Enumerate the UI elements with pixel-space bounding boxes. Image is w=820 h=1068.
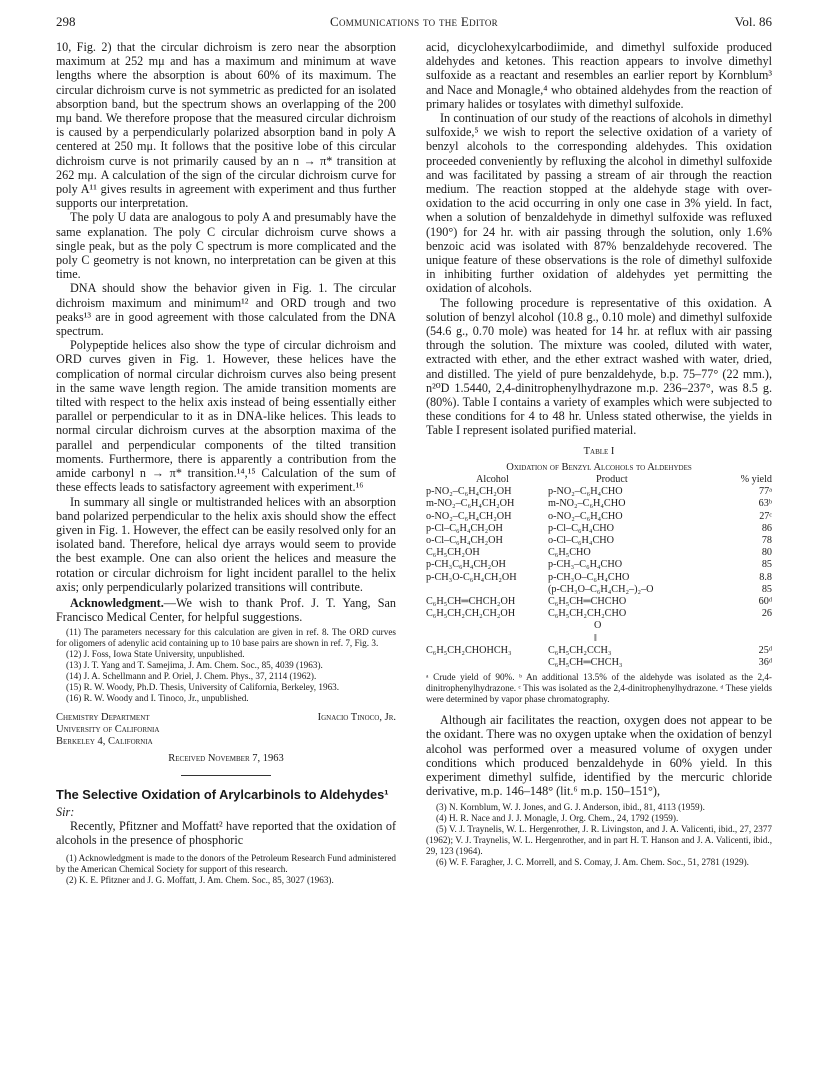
table-title: Oxidation of Benzyl Alcohols to Aldehydes <box>506 461 692 473</box>
column-header: % yield <box>740 474 772 486</box>
table-cell-alcohol: C₆H₅CH₂CHOHCH₃ <box>426 644 512 656</box>
table-cell-product: ‖ <box>594 632 597 644</box>
footnote: (15) R. W. Woody, Ph.D. Thesis, University of California, Berkeley, 1963. <box>66 682 340 693</box>
table-row <box>426 645 772 657</box>
table-cell-yield: 80 <box>761 547 772 559</box>
table-cell-alcohol: C₆H₅CH═CHCH₂OH <box>426 595 516 607</box>
table-cell-yield: 86 <box>761 522 772 534</box>
table-row <box>426 620 772 632</box>
footnote: (6) W. F. Faragher, J. C. Morrell, and S. Comay, J. Am. Chem. Soc., 51, 2781 (1929). <box>436 857 749 868</box>
author-address <box>56 712 396 750</box>
table-row <box>426 535 772 547</box>
footnotes <box>56 853 396 886</box>
table-cell-alcohol: m-NO₂–C₆H₄CH₂OH <box>426 498 515 510</box>
paragraph: Recently, Pfitzner and Moffatt² have reported that the oxidation of alcohols in the presence of phosphoric <box>56 818 396 848</box>
table-cell-alcohol: C₆H₅CH₂OH <box>426 547 480 559</box>
footnote: (1) Acknowledgment is made to the donors of the Petroleum Research Fund administered by the American Chemical Society for support of this research. <box>56 853 396 875</box>
footnote: (12) J. Foss, Iowa State University, unpublished. <box>66 649 245 660</box>
volume-label: Vol. 86 <box>734 14 772 29</box>
table-row <box>426 498 772 510</box>
paragraph: Polypeptide helices also show the type of circular dichroism and ORD curves given in Fig. 1. However, these helices have the complication of normal circular dichroism curves also being present in the same wave length region. The amide transition moments are tilted with respect to the helix axis instead of being essentially either parallel or perpendicular to it as in DNA-like helices. This leads to normal circular dichroism curves at the absorption maxima of the parallel and perpendicular components of the tilted transition moments. Furthermore, there is apparently a contribution from the amide carbonyl n → π* transition.¹⁴,¹⁵ Calculation of the sum of these effects leads to satisfactory agreement with experiment.¹⁶ <box>56 338 396 495</box>
paragraph: In summary all single or multistranded helices with an absorption band polarized perpendicular to the helix axis should show the effect given in Fig. 1. However, the effect can be easily resolved only for an isolated band. Therefore, helical dye arrays would seem to provide the best example. One can also orient the helices and measure the rotation or circular dichroism for light incident parallel to the helix axis; only perpendicularly polarized transitions will contribute. <box>56 494 396 594</box>
right-column <box>426 40 772 868</box>
author-name: Ignacio Tinoco, Jr. <box>317 712 396 724</box>
table <box>426 446 772 705</box>
table-cell-alcohol: o-NO₂–C₆H₄CH₂OH <box>426 510 512 522</box>
footnote: (13) J. T. Yang and T. Samejima, J. Am. Chem. Soc., 85, 4039 (1963). <box>66 660 323 671</box>
table-cell-product: o-Cl–C₆H₄CHO <box>548 535 614 547</box>
table-cell-yield: 85 <box>761 583 772 595</box>
table-cell-product: p-CH₃–C₆H₄CHO <box>548 559 623 571</box>
acknowledgment <box>56 596 396 624</box>
table-cell-yield: 27ᶜ <box>759 510 772 522</box>
table-row <box>426 547 772 559</box>
table-cell-product: p-NO₂–C₆H₄CHO <box>548 486 623 498</box>
acknowledgment-heading: Acknowledgment. <box>70 595 164 610</box>
table-row <box>426 584 772 596</box>
table-cell-product: (p-CH₃O–C₆H₄CH₂–)₂–O <box>548 583 654 595</box>
table-cell-alcohol: o-Cl–C₆H₄CH₂OH <box>426 535 503 547</box>
paragraph: The following procedure is representative of this oxidation. A solution of benzyl alcohol (10.8 g., 0.10 mole) and dimethyl sulfoxide (54.6 g., 0.70 mole) was heated for 14 hr. at reflux with air passing through the solution. The mixture was cooled, diluted with water, extracted with ether, and the ether extract washed with water, dried, and distilled. The yield of pure benzaldehyde, b.p. 75–77° (22 mm.), n²⁰D 1.5440, 2,4-dinitrophenylhydrazone m.p. 236–237°, was 8.5 g. (80%). Table I contains a variety of examples which were subjected to these conditions for 4 to 48 hr. Unless stated otherwise, the yields in Table I represent isolated purified material. <box>426 295 772 438</box>
footnote: (3) N. Kornblum, W. J. Jones, and G. J. Anderson, ibid., 81, 4113 (1959). <box>436 802 705 813</box>
address-line: University of California <box>56 724 160 736</box>
table-cell-yield: 25ᵈ <box>758 644 772 656</box>
salutation: Sir: <box>56 804 75 819</box>
footnote: (4) H. R. Nace and J. J. Monagle, J. Org. Chem., 24, 1792 (1959). <box>436 813 679 824</box>
footnote: (2) K. E. Pfitzner and J. G. Moffatt, J. Am. Chem. Soc., 85, 3027 (1963). <box>66 875 334 886</box>
table-cell-alcohol: p-Cl–C₆H₄CH₂OH <box>426 522 503 534</box>
table-cell-yield: 85 <box>761 559 772 571</box>
divider <box>181 775 271 776</box>
page-number: 298 <box>56 14 76 29</box>
acknowledgment-text: —We wish to thank Prof. J. T. Yang, San Francisco Medical Center, for helpful suggestions. <box>56 595 396 625</box>
table-cell-alcohol: C₆H₅CH₂CH₂CH₂OH <box>426 608 516 620</box>
paragraph: 10, Fig. 2) that the circular dichroism is zero near the absorption maximum at 252 mμ and has a maximum and minimum at wave lengths where the absorption is about 60% of its maximum. The circular dichroism curve is not symmetric as predicted for an isolated absorption band, but the spectrum shows an overlapping of the 200 mμ band. We therefore propose that the measured circular dichroism is caused by a perpendicularly polarized absorption band in poly A centered at 250 mμ. It follows that the positive lobe of this circular dichroism curve is not primarily caused by an n → π* transition at 262 mμ. A calculation of the sign of the circular dichroism curve for poly A¹¹ gives results in agreement with experiment and thus further supports our interpretation. <box>56 40 396 211</box>
table-cell-yield: 78 <box>761 535 772 547</box>
table-cell-alcohol: p-CH₃O-C₆H₄CH₂OH <box>426 571 517 583</box>
table-cell-product: o-NO₂–C₆H₄CHO <box>548 510 623 522</box>
table-cell-product: m-NO₂–C₆H₄CHO <box>548 498 626 510</box>
page-header <box>56 14 772 34</box>
table-cell-yield: 8.8 <box>759 571 772 583</box>
table-cell-product: C₆H₅CH₂CH₂CHO <box>548 608 627 620</box>
table-row <box>426 523 772 535</box>
table-cell-product: O <box>594 620 602 632</box>
table-cell-product: p-CH₃O–C₆H₄CHO <box>548 571 630 583</box>
paragraph: The poly U data are analogous to poly A and presumably have the same explanation. The poly C circular dichroism curve shows a single peak, but as the poly C spectrum is more complicated and the poly C geometry is not known, no interpretation can be given at this time. <box>56 210 396 282</box>
table-header <box>426 474 772 486</box>
paragraph: Although air facilitates the reaction, oxygen does not appear to be the oxidant. There was no oxygen uptake when the oxidation of benzyl alcohol was performed over a measured volume of oxygen under conditions which produced benzaldehyde in 60% yield. In this experiment dimethyl sulfide, identified by the mercuric chloride derivative, m.p. 146–148° (lit.⁶ m.p. 150–151°), <box>426 713 772 799</box>
paragraph: In continuation of our study of the reactions of alcohols in dimethyl sulfoxide,⁵ we wish to report the selective oxidation of a variety of benzyl alcohols to the corresponding aldehydes. This oxidation proceeded conveniently by refluxing the alcohol in dimethyl sulfoxide and was facilitated by passing a stream of air through the reaction medium. The reaction stopped at the aldehyde stage with over-oxidation to the acid occurring in only one case in 3% yield. In fact, when a solution of benzaldehyde in dimethyl sulfoxide was refluxed (190°) for 24 hr. with air passing through the solution, only 1.6% benzoic acid was isolated with 87% benzaldehyde recovered. The unique feature of these observations is the role of dimethyl sulfoxide in inhibiting further oxidation of aldehydes yet permitting the oxidation of alcohols. <box>426 111 772 296</box>
footnote: (14) J. A. Schellmann and P. Oriel, J. Chem. Phys., 37, 2114 (1962). <box>66 671 317 682</box>
table-cell-yield: 63ᵇ <box>758 498 772 510</box>
table-cell-product: C₆H₅CH═CHCHO <box>548 595 627 607</box>
table-notes: ᵃ Crude yield of 90%. ᵇ An additional 13.5% of the aldehyde was isolated as the 2,4-dinitrophenylhydrazone. ᶜ This was isolated as the 2,4-dinitrophenylhydrazone. ᵈ These yields were determined by vapor phase chromatography. <box>426 672 772 705</box>
address-line: Berkeley 4, California <box>56 736 153 748</box>
table-cell-product: C₆H₅CH₂CCH₃ <box>548 644 612 656</box>
footnotes <box>426 802 772 868</box>
table-cell-yield: 26 <box>761 608 772 620</box>
table-row <box>426 633 772 645</box>
article-title: The Selective Oxidation of Arylcarbinols to Aldehydes¹ <box>56 786 389 802</box>
table-row <box>426 559 772 571</box>
left-column <box>56 40 396 886</box>
table-row <box>426 572 772 584</box>
column-header: Product <box>596 474 628 486</box>
table-cell-yield: 77ᵃ <box>759 486 772 498</box>
table-cell-product: C₆H₅CHO <box>548 547 591 559</box>
table-row <box>426 608 772 620</box>
column-header: Alcohol <box>476 474 509 486</box>
paragraph: acid, dicyclohexylcarbodiimide, and dimethyl sulfoxide produced aldehydes and ketones. This reaction appears to involve dimethyl sulfoxide as a reactant and resembles an earlier report by Kornblum³ and Nace and Monagle,⁴ who obtained aldehydes from the reaction of primary halides or tosylates with dimethyl sulfoxide. <box>426 40 772 111</box>
table-row <box>426 511 772 523</box>
table-row <box>426 596 772 608</box>
table-body <box>426 486 772 669</box>
footnote: (16) R. W. Woody and I. Tinoco, Jr., unpublished. <box>66 693 249 704</box>
table-row <box>426 657 772 669</box>
table-cell-product: p-Cl–C₆H₄CHO <box>548 522 614 534</box>
footnotes <box>56 627 396 704</box>
table-label: Table I <box>583 445 615 457</box>
footnote: (11) The parameters necessary for this calculation are given in ref. 8. The ORD curves for oligomers of adenylic acid containing up to 10 base pairs are shown in ref. 7, Fig. 3. <box>56 627 396 649</box>
address-line: Chemistry Department <box>56 712 150 724</box>
paragraph: DNA should show the behavior given in Fig. 1. The circular dichroism maximum and minimum¹² and ORD trough and two peaks¹³ are in good agreement with those calculated from the DNA spectrum. <box>56 281 396 339</box>
table-cell-alcohol: p-NO₂–C₆H₄CH₂OH <box>426 486 512 498</box>
table-cell-alcohol: p-CH₃C₆H₄CH₂OH <box>426 559 506 571</box>
received-date: Received November 7, 1963 <box>168 753 284 765</box>
footnote: (5) V. J. Traynelis, W. L. Hergenrother, J. R. Livingston, and J. A. Valicenti, ibid., 27, 2377 (1962); V. J. Traynelis, W. L. Hergenrother, and in part H. T. Hanson and J. A. Valicenti, ibid., 29, 123 (1964). <box>426 824 772 857</box>
table-cell-product: C₆H₅CH═CHCH₃ <box>548 656 623 668</box>
running-title: Communications to the Editor <box>330 14 498 29</box>
table-cell-yield: 60ᵈ <box>758 595 772 607</box>
table-cell-yield: 36ᵈ <box>758 656 772 668</box>
table-row <box>426 486 772 498</box>
